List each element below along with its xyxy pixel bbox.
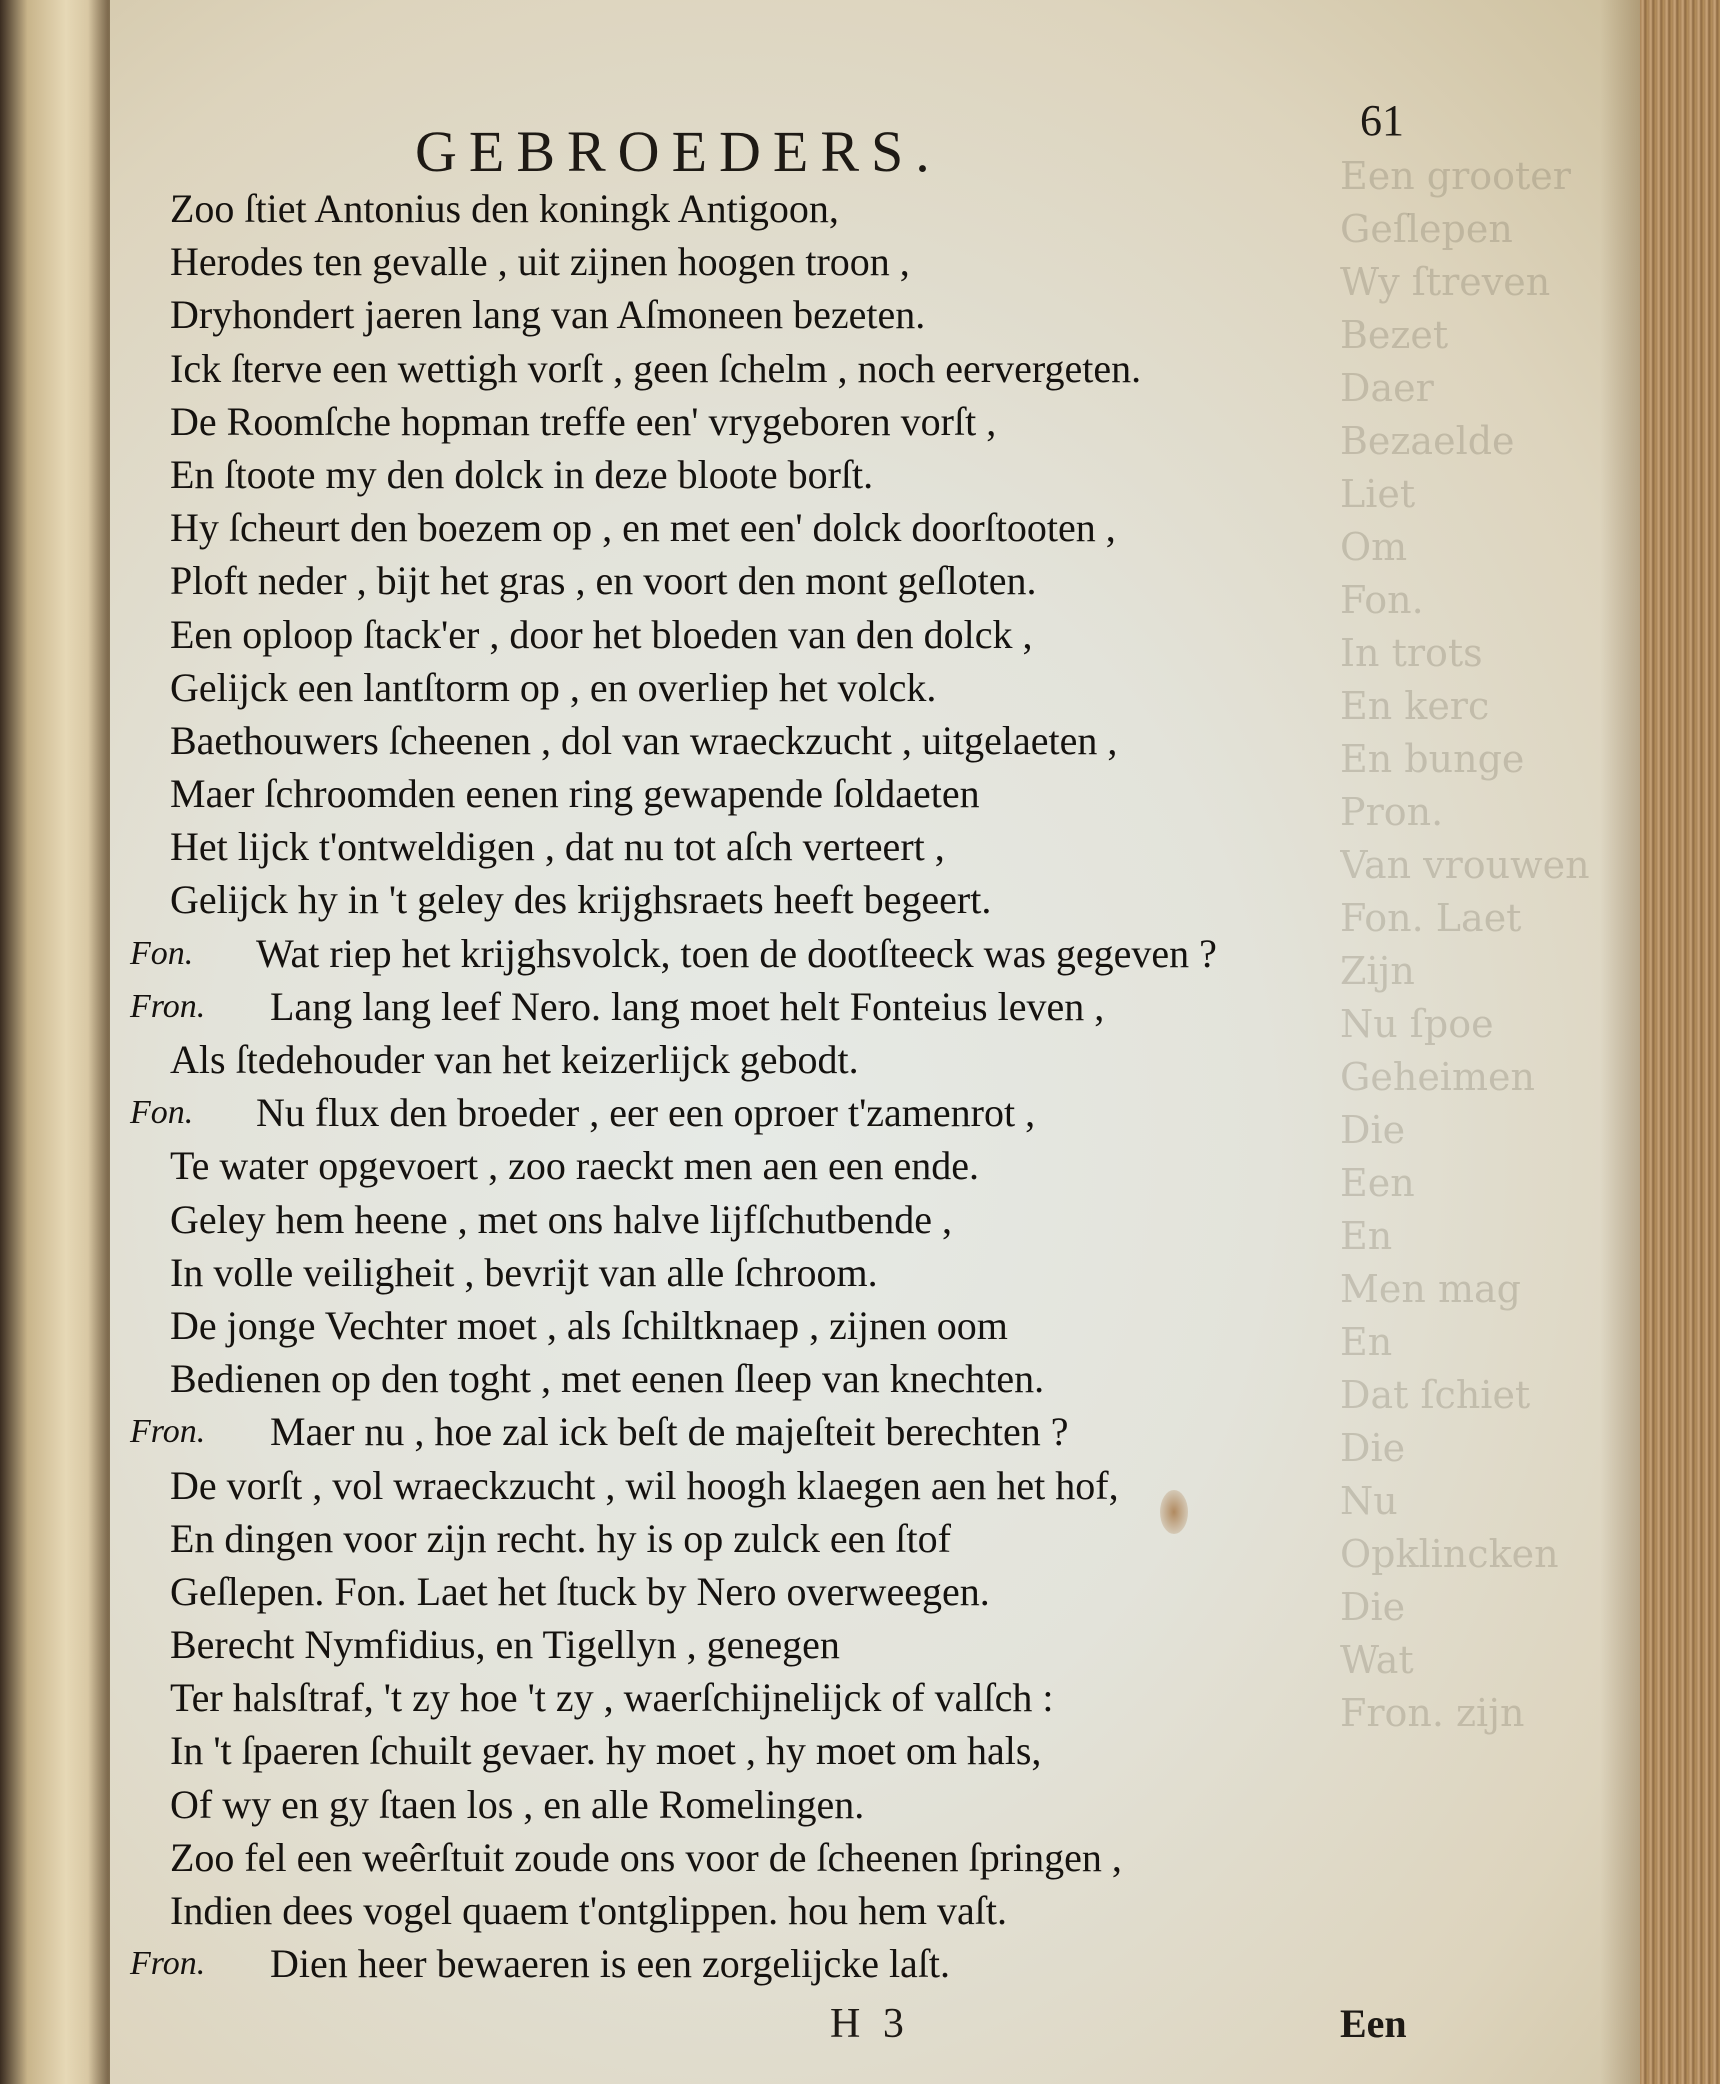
verse-line — [130, 1565, 1430, 1618]
verse-line — [130, 1884, 1430, 1937]
verse-line — [130, 1778, 1430, 1831]
verse-line — [130, 714, 1430, 767]
verse-line — [130, 448, 1430, 501]
verse-text: Zoo fel een weêrſtuit zoude ons voor de ſcheenen ſpringen , — [170, 1834, 1122, 1880]
verse-line — [130, 927, 1430, 980]
verse-text: In 't ſpaeren ſchuilt gevaer. hy moet , hy moet om hals, — [170, 1728, 1042, 1774]
verse-text: Of wy en gy ſtaen los , en alle Romelingen. — [170, 1781, 865, 1827]
verse-text: Hy ſcheurt den boezem op , en met een' dolck doorſtooten , — [170, 505, 1116, 551]
verse-line — [130, 608, 1430, 661]
verse-text: Zoo ſtiet Antonius den koningk Antigoon, — [170, 186, 839, 231]
verse-line — [130, 1193, 1430, 1246]
speaker-label: Fon. — [130, 934, 194, 972]
verse-text: Baethouwers ſcheenen , dol van wraeckzucht , uitgelaeten , — [170, 717, 1118, 763]
verse-text: Maer ſchroomden eenen ring gewapende ſoldaeten — [170, 771, 980, 817]
verse-text: Wat riep het krijghsvolck, toen de dootſteeck was gegeven ? — [256, 930, 1217, 976]
verse-text: De vorſt , vol wraeckzucht , wil hoogh klaegen aen het hof, — [170, 1462, 1119, 1508]
verse-text: Indien dees vogel quaem t'ontglippen. hou hem vaſt. — [170, 1888, 1008, 1933]
bleed-through-text: Een grooter Geſlepen Wy ſtreven Bezet Daer Bezaelde Liet Om Fon. In trots En kerc En bunge Pron. Van vrouwen Fon. Laet Zijn Nu ſpoe Geheimen Die Een En Men mag En Dat ſchiet Die Nu Opklincken Die Wat Fron. zijn — [1340, 154, 1590, 1735]
book-fore-edge — [1640, 0, 1720, 2084]
verse-line — [130, 1831, 1430, 1884]
verse-line — [130, 873, 1430, 926]
verse-text: Gelijck een lantſtorm op , en overliep het volck. — [170, 664, 937, 710]
verse-text: Dryhondert jaeren lang van Aſmoneen bezeten. — [170, 292, 926, 338]
verse-line — [130, 1352, 1430, 1405]
page-number: 61 — [1360, 96, 1404, 145]
verse-text: Ick ſterve een wettigh vorſt , geen ſchelm , noch eervergeten. — [170, 345, 1142, 391]
verse-line — [130, 342, 1430, 395]
catchword: Een — [1340, 2001, 1407, 2046]
verse-line — [130, 1033, 1430, 1086]
verse-line — [130, 820, 1430, 873]
paper-stain — [1160, 1490, 1188, 1534]
verse-line — [130, 1139, 1430, 1192]
verse-text: Maer nu , hoe zal ick beſt de majeſteit berechten ? — [270, 1409, 1069, 1455]
verse-line — [130, 1405, 1430, 1458]
verse-line — [130, 1937, 1430, 1990]
speaker-label: Fron. — [130, 1413, 206, 1451]
verse-line — [130, 1299, 1430, 1352]
verse-text: Te water opgevoert , zoo raeckt men aen een ende. — [170, 1143, 980, 1189]
verse-text-block — [130, 182, 1430, 1990]
running-head-title: GEBROEDERS. — [415, 119, 942, 184]
verse-line — [130, 1671, 1430, 1724]
verse-text: In volle veiligheit , bevrijt van alle ſchroom. — [170, 1249, 878, 1295]
verse-text: Gelijck hy in 't geley des krijghsraets heeft begeert. — [170, 877, 992, 923]
verse-text: Geley hem heene , met ons halve lijfſchutbende , — [170, 1196, 952, 1242]
verse-line — [130, 235, 1430, 288]
verse-text: Ploft neder , bijt het gras , en voort den mont geſloten. — [170, 558, 1037, 604]
verse-line — [130, 1618, 1430, 1671]
verse-text: Dien heer bewaeren is een zorgelijcke laſt. — [270, 1941, 951, 1987]
verse-line — [130, 182, 1430, 235]
verse-line — [130, 288, 1430, 341]
verse-line — [130, 501, 1430, 554]
verse-text: Lang lang leef Nero. lang moet helt Fonteius leven , — [270, 983, 1105, 1029]
verse-text: Geſlepen. Fon. Laet het ſtuck by Nero overweegen. — [170, 1568, 990, 1614]
verse-text: Het lijck t'ontweldigen , dat nu tot aſch verteert , — [170, 824, 945, 870]
verse-line — [130, 1246, 1430, 1299]
verse-line — [130, 1724, 1430, 1777]
signature-mark: H 3 — [830, 2001, 910, 2047]
verse-text: De jonge Vechter moet , als ſchiltknaep , zijnen oom — [170, 1302, 1008, 1348]
verse-line — [130, 980, 1430, 1033]
verse-line — [130, 767, 1430, 820]
speaker-label: Fon. — [130, 1094, 194, 1132]
speaker-label: Fron. — [130, 1945, 206, 1983]
verse-line — [130, 661, 1430, 714]
verse-text: De Roomſche hopman treffe een' vrygeboren vorſt , — [170, 398, 997, 444]
verse-text: En ſtoote my den dolck in deze bloote borſt. — [170, 451, 874, 497]
verse-line — [130, 1086, 1430, 1139]
verse-line — [130, 395, 1430, 448]
verse-text: En dingen voor zijn recht. hy is op zulck een ſtof — [170, 1515, 951, 1561]
verse-text: Herodes ten gevalle , uit zijnen hoogen troon , — [170, 239, 910, 285]
verse-line — [130, 554, 1430, 607]
verse-text: Als ſtedehouder van het keizerlijck gebodt. — [170, 1037, 859, 1082]
speaker-label: Fron. — [130, 987, 206, 1025]
verse-line — [130, 1459, 1430, 1512]
verse-text: Een oploop ſtack'er , door het bloeden van den dolck , — [170, 611, 1033, 657]
verse-text: Nu flux den broeder , eer een oproer t'zamenrot , — [256, 1090, 1036, 1136]
verse-text: Bedienen op den toght , met eenen ſleep van knechten. — [170, 1356, 1045, 1402]
verse-text: Berecht Nymfidius, en Tigellyn , genegen — [170, 1622, 840, 1668]
verse-text: Ter halsſtraf, 't zy hoe 't zy , waerſchijnelijck of valſch : — [170, 1675, 1054, 1721]
verse-line — [130, 1512, 1430, 1565]
